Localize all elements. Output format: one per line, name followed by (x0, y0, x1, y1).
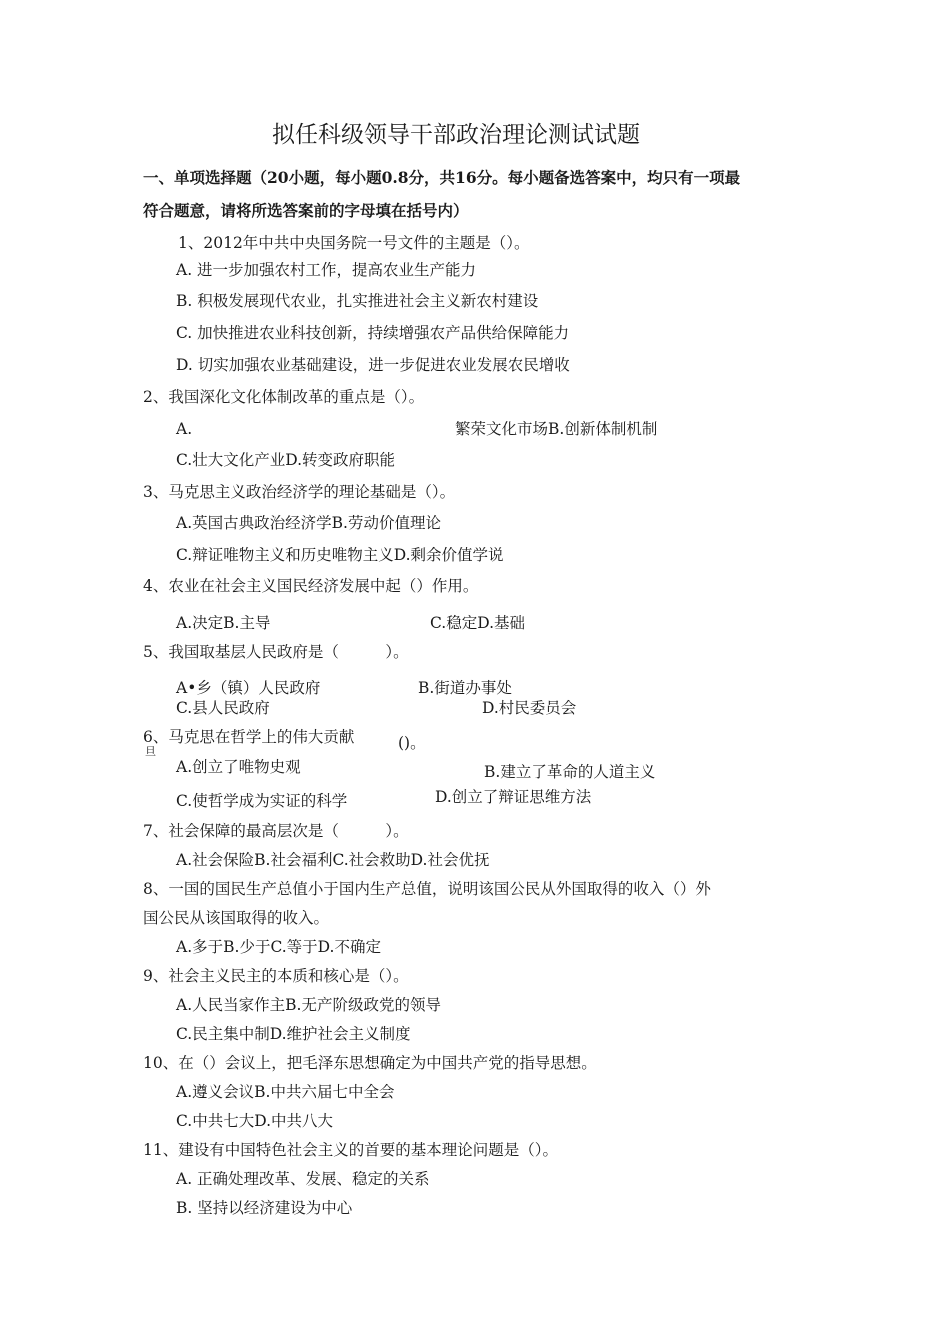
question-10-option-a-b: A.遵义会议B.中共六届七中全会 (176, 1083, 395, 1101)
question-6-option-a: A.创立了唯物史观 (176, 758, 301, 776)
question-5-option-b: B.街道办事处 (418, 679, 512, 697)
question-9-option-a-b: A.人民当家作主B.无产阶级政党的领导 (176, 996, 441, 1014)
question-4-stem: 4、农业在社会主义国民经济发展中起（）作用。 (143, 577, 479, 595)
question-2-option-a-b: 繁荣文化市场B.创新体制机制 (455, 420, 658, 438)
question-3-stem: 3、马克思主义政治经济学的理论基础是（）。 (143, 483, 456, 501)
question-5-option-d: D.村民委员会 (482, 699, 577, 717)
section-heading-line1: 一、单项选择题（20小题，每小题0.8分，共16分。每小题备选答案中，均只有一项最 (143, 168, 741, 187)
question-5-stem: 5、我国取基层人民政府是（ ）。 (143, 643, 409, 661)
question-6-stem: 6、马克思在哲学上的伟大贡献 (143, 728, 355, 746)
question-4-option-c-d: C.稳定D.基础 (430, 614, 526, 632)
question-7-stem: 7、社会保障的最高层次是（ ）。 (143, 822, 409, 840)
question-11-option-a: A. 正确处理改革、发展、稳定的关系 (176, 1170, 430, 1188)
question-1-option-d: D. 切实加强农业基础建设，进一步促进农业发展农民增收 (176, 356, 570, 374)
question-6-option-c: C.使哲学成为实证的科学 (176, 792, 348, 810)
question-11-option-b: B. 坚持以经济建设为中心 (176, 1199, 353, 1217)
question-3-option-a-b: A.英国古典政治经济学B.劳动价值理论 (176, 514, 441, 532)
question-10-option-c-d: C.中共七大D.中共八大 (176, 1112, 334, 1130)
question-2-stem: 2、我国深化文化体制改革的重点是（）。 (143, 388, 425, 406)
question-9-stem: 9、社会主义民主的本质和核心是（）。 (143, 967, 409, 985)
question-6-stray-mark: 旦 (145, 745, 156, 758)
question-10-stem: 10、在（）会议上，把毛泽东思想确定为中国共产党的指导思想。 (143, 1054, 597, 1072)
question-4-option-a-b: A.决定B.主导 (176, 614, 271, 632)
question-8-stem-line1: 8、一国的国民生产总值小于国内生产总值，说明该国公民从外国取得的收入（）外 (143, 880, 711, 898)
question-2-option-a-label: A. (176, 420, 193, 438)
question-1-option-c: C. 加快推进农业科技创新，持续增强农产品供给保障能力 (176, 324, 570, 342)
page-title: 拟任科级领导干部政治理论测试试题 (272, 122, 640, 148)
question-1-option-b: B. 积极发展现代农业，扎实推进社会主义新农村建设 (176, 292, 539, 310)
question-3-option-c-d: C.辩证唯物主义和历史唯物主义D.剩余价值学说 (176, 546, 504, 564)
question-11-stem: 11、建设有中国特色社会主义的首要的基本理论问题是（）。 (143, 1141, 558, 1159)
question-6-option-d: D.创立了辩证思维方法 (435, 788, 592, 806)
question-9-option-c-d: C.民主集中制D.维护社会主义制度 (176, 1025, 411, 1043)
question-8-stem-line2: 国公民从该国取得的收入。 (143, 909, 330, 927)
question-7-options: A.社会保险B.社会福利C.社会救助D.社会优抚 (176, 851, 490, 869)
question-5-option-a: A•乡（镇）人民政府 (176, 679, 321, 697)
question-5-option-c: C.县人民政府 (176, 699, 270, 717)
question-2-option-c-d: C.壮大文化产业D.转变政府职能 (176, 451, 396, 469)
question-8-options: A.多于B.少于C.等于D.不确定 (176, 938, 381, 956)
question-6-stem-tail: ()。 (398, 734, 426, 752)
question-1-stem: 1、2012年中共中央国务院一号文件的主题是（）。 (178, 234, 530, 252)
question-6-option-b: B.建立了革命的人道主义 (484, 763, 656, 781)
section-heading-line2: 符合题意，请将所选答案前的字母填在括号内） (143, 201, 469, 220)
question-1-option-a: A. 进一步加强农村工作，提高农业生产能力 (176, 261, 477, 279)
